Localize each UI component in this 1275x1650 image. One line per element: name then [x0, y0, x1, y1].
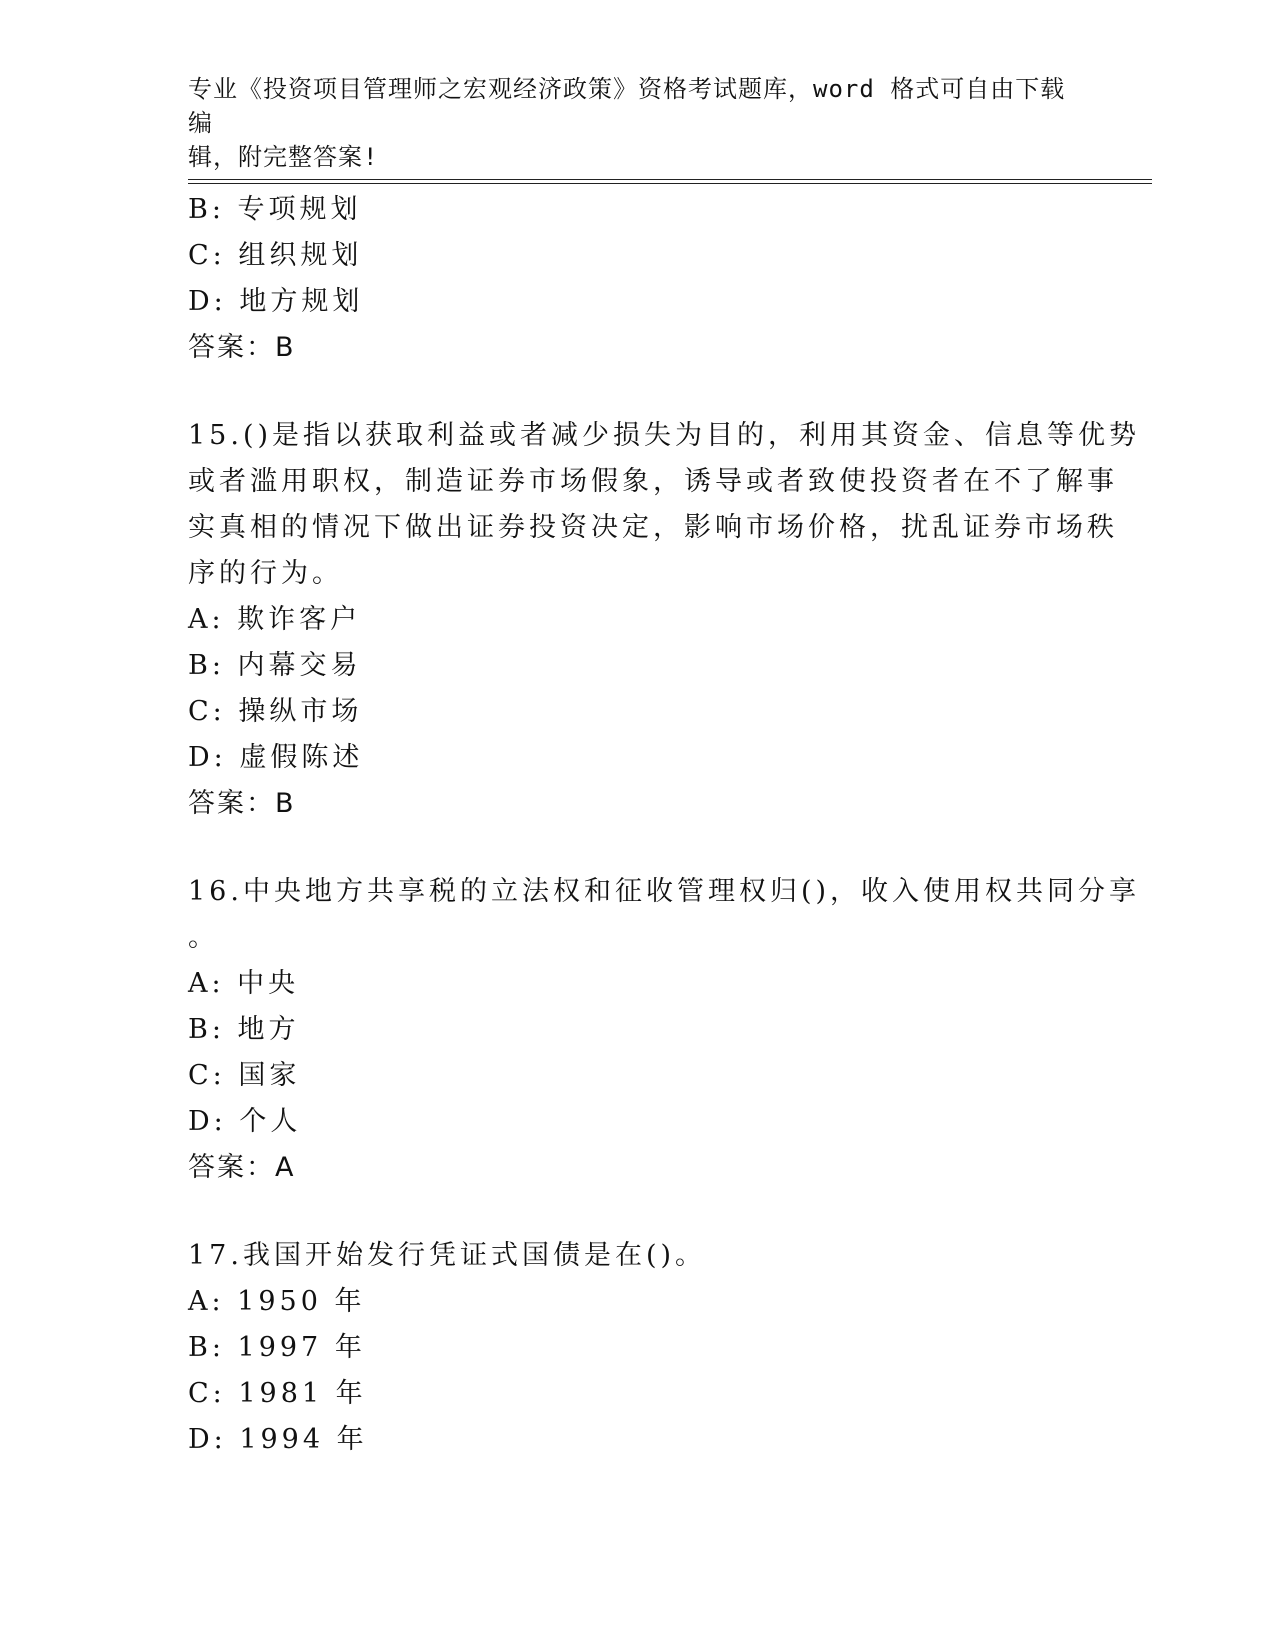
- question-text-line: 序的行为。: [188, 558, 343, 589]
- prev-question-block: [188, 187, 1088, 371]
- option-c: C: 1981 年: [188, 1378, 367, 1409]
- question-spacer: [188, 1191, 1088, 1233]
- header-line-2: 辑，附完整答案!: [188, 143, 379, 171]
- question-16: [188, 869, 1141, 1191]
- question-text-line: 实真相的情况下做出证券投资决定，影响市场价格，扰乱证券市场秩: [188, 512, 1118, 543]
- option-b: B: 地方: [188, 1014, 300, 1045]
- question-text-line: 17.我国开始发行凭证式国债是在()。: [188, 1240, 707, 1271]
- option-c: C: 国家: [188, 1060, 301, 1091]
- option-a: A: 1950 年: [188, 1286, 366, 1317]
- question-spacer: [188, 371, 1088, 413]
- answer-line: 答案：B: [188, 788, 296, 819]
- option-d: D: 个人: [188, 1106, 302, 1137]
- option-d: D: 虚假陈述: [188, 742, 364, 773]
- option-b: B: 内幕交易: [188, 650, 362, 681]
- option-b: B: 1997 年: [188, 1332, 366, 1363]
- option-c: C: 操纵市场: [188, 696, 363, 727]
- header-divider-bottom: [188, 183, 1152, 184]
- question-text-line: 或者滥用职权，制造证券市场假象，诱导或者致使投资者在不了解事: [188, 466, 1118, 497]
- option-b: B: 专项规划: [188, 194, 362, 225]
- option-d: D: 地方规划: [188, 286, 364, 317]
- question-text-line: 。: [188, 922, 219, 953]
- question-text-line: 16.中央地方共享税的立法权和征收管理权归()，收入使用权共同分享: [188, 876, 1141, 907]
- document-header: [188, 72, 1068, 174]
- answer-line: 答案：A: [188, 1152, 296, 1183]
- question-17: [188, 1233, 1088, 1463]
- question-text-line: 15.()是指以获取利益或者减少损失为目的，利用其资金、信息等优势: [188, 420, 1141, 451]
- question-content: [188, 187, 1141, 1463]
- header-divider-top: [188, 179, 1152, 180]
- option-c: C: 组织规划: [188, 240, 363, 271]
- answer-line: 答案：B: [188, 332, 296, 363]
- option-a: A: 欺诈客户: [188, 604, 362, 635]
- header-line-1: 专业《投资项目管理师之宏观经济政策》资格考试题库，word 格式可自由下载编: [188, 75, 1066, 137]
- question-15: [188, 413, 1141, 827]
- option-d: D: 1994 年: [188, 1424, 368, 1455]
- question-spacer: [188, 827, 1088, 869]
- option-a: A: 中央: [188, 968, 300, 999]
